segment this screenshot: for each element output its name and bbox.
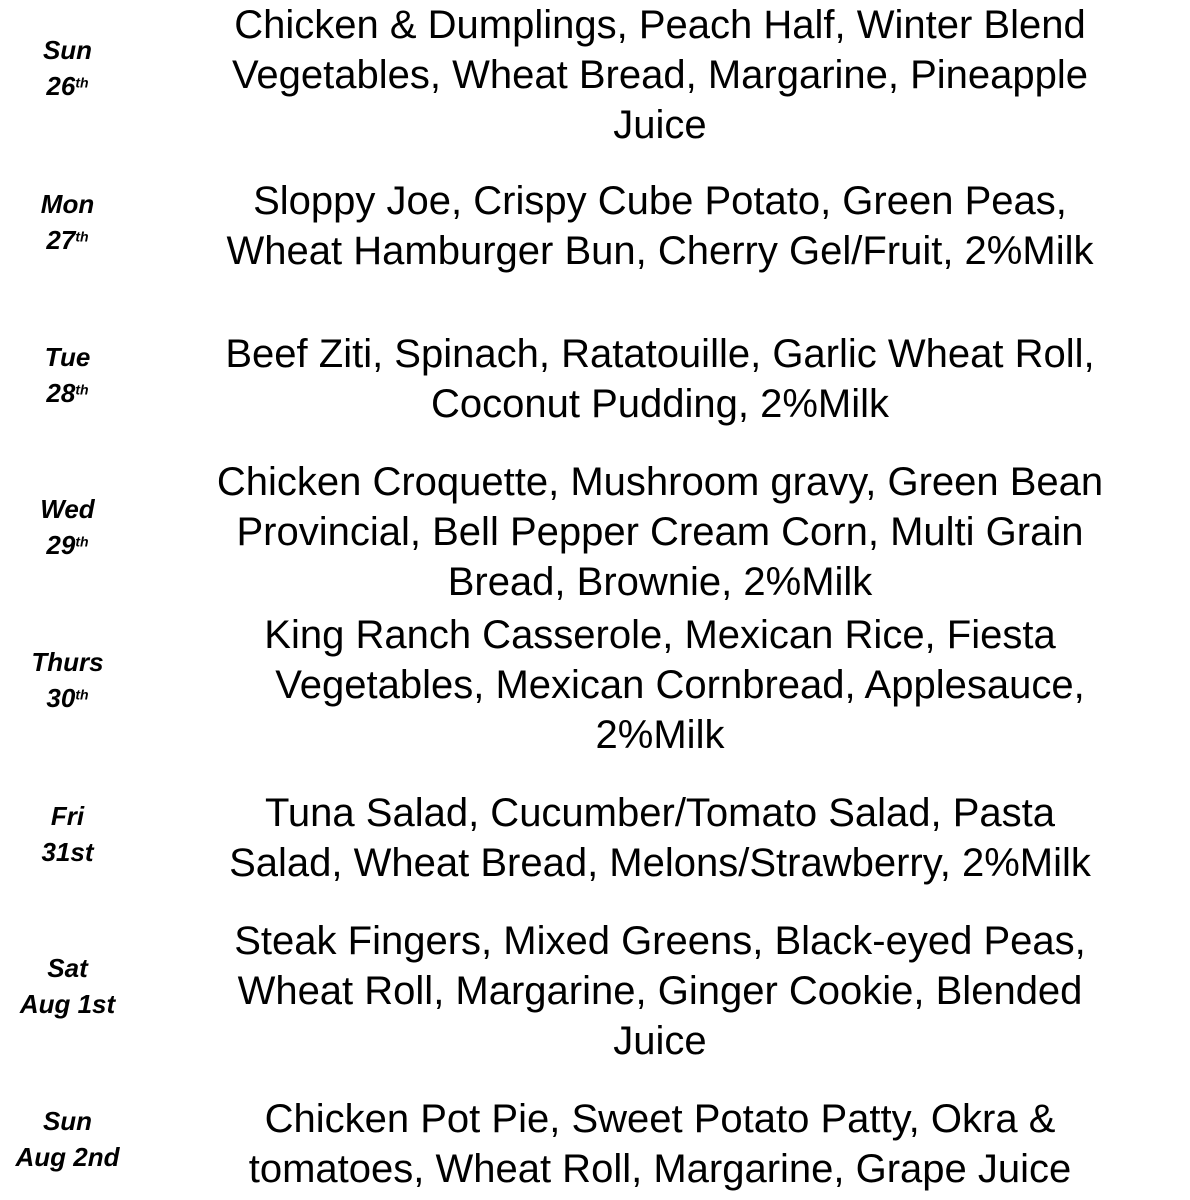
day-name: Sun	[42, 35, 93, 65]
meal-description	[150, 610, 1170, 760]
day-label	[0, 950, 135, 1022]
date-number: 30	[46, 683, 76, 713]
meal-description	[150, 457, 1170, 607]
day-date	[0, 222, 135, 258]
date-number: Aug 1st	[19, 989, 116, 1019]
meal-line: Sloppy Joe, Crispy Cube Potato, Green Peas,	[253, 179, 1067, 223]
meal-line: Steak Fingers, Mixed Greens, Black-eyed Peas,	[234, 919, 1086, 963]
day-date	[0, 1139, 135, 1175]
meal-line: Vegetables, Mexican Cornbread, Applesauce,	[275, 663, 1085, 707]
date-suffix: th	[75, 228, 89, 245]
meal-description	[150, 329, 1170, 429]
date-suffix: th	[75, 533, 89, 550]
date-number: 31st	[41, 837, 94, 867]
day-name: Mon	[40, 189, 95, 219]
meal-description	[150, 1094, 1170, 1194]
meal-line: Wheat Hamburger Bun, Cherry Gel/Fruit, 2%Milk	[226, 229, 1094, 273]
day-date	[0, 986, 135, 1022]
meal-line: tomatoes, Wheat Roll, Margarine, Grape Juice	[248, 1147, 1072, 1191]
meal-line: Chicken & Dumplings, Peach Half, Winter Blend	[234, 3, 1086, 47]
meal-line: Vegetables, Wheat Bread, Margarine, Pineapple	[231, 53, 1089, 97]
date-number: 29	[46, 530, 76, 560]
day-date	[0, 834, 135, 870]
meal-line: Salad, Wheat Bread, Melons/Strawberry, 2%Milk	[229, 841, 1091, 885]
day-name: Wed	[40, 494, 95, 524]
day-name: Sat	[47, 953, 88, 983]
meal-line: Bread, Brownie, 2%Milk	[447, 560, 873, 604]
day-date	[0, 68, 135, 104]
date-suffix: th	[75, 381, 89, 398]
day-label	[0, 491, 135, 563]
date-number: 27	[46, 225, 76, 255]
meal-description	[150, 916, 1170, 1066]
meal-line: Coconut Pudding, 2%Milk	[430, 382, 890, 426]
meal-description	[150, 176, 1170, 276]
day-label	[0, 32, 135, 104]
meal-line: Juice	[613, 103, 707, 147]
day-name: Tue	[44, 342, 91, 372]
date-number: Aug 2nd	[15, 1142, 120, 1172]
meal-line: Juice	[613, 1019, 707, 1063]
day-label	[0, 798, 135, 870]
day-date	[0, 680, 135, 716]
meal-description	[150, 0, 1170, 150]
day-label	[0, 1103, 135, 1175]
day-label	[0, 339, 135, 411]
day-name: Fri	[50, 801, 85, 831]
date-number: 28	[46, 378, 76, 408]
meal-line: Chicken Pot Pie, Sweet Potato Patty, Okra &	[264, 1097, 1056, 1141]
meal-line: Tuna Salad, Cucumber/Tomato Salad, Pasta	[264, 791, 1056, 835]
day-date	[0, 527, 135, 563]
meal-line: Provincial, Bell Pepper Cream Corn, Multi Grain	[236, 510, 1084, 554]
date-suffix: th	[75, 74, 89, 91]
day-date	[0, 375, 135, 411]
meal-line: Wheat Roll, Margarine, Ginger Cookie, Blended	[237, 969, 1083, 1013]
meal-description	[150, 788, 1170, 888]
date-suffix: th	[75, 686, 89, 703]
meal-line: King Ranch Casserole, Mexican Rice, Fiesta	[264, 613, 1056, 657]
date-number: 26	[46, 71, 76, 101]
day-label	[0, 644, 135, 716]
meal-line: Beef Ziti, Spinach, Ratatouille, Garlic Wheat Roll,	[225, 332, 1095, 376]
day-label	[0, 186, 135, 258]
meal-line: 2%Milk	[595, 713, 725, 757]
day-name: Thurs	[31, 647, 104, 677]
meal-line: Chicken Croquette, Mushroom gravy, Green Bean	[216, 460, 1104, 504]
day-name: Sun	[42, 1106, 93, 1136]
